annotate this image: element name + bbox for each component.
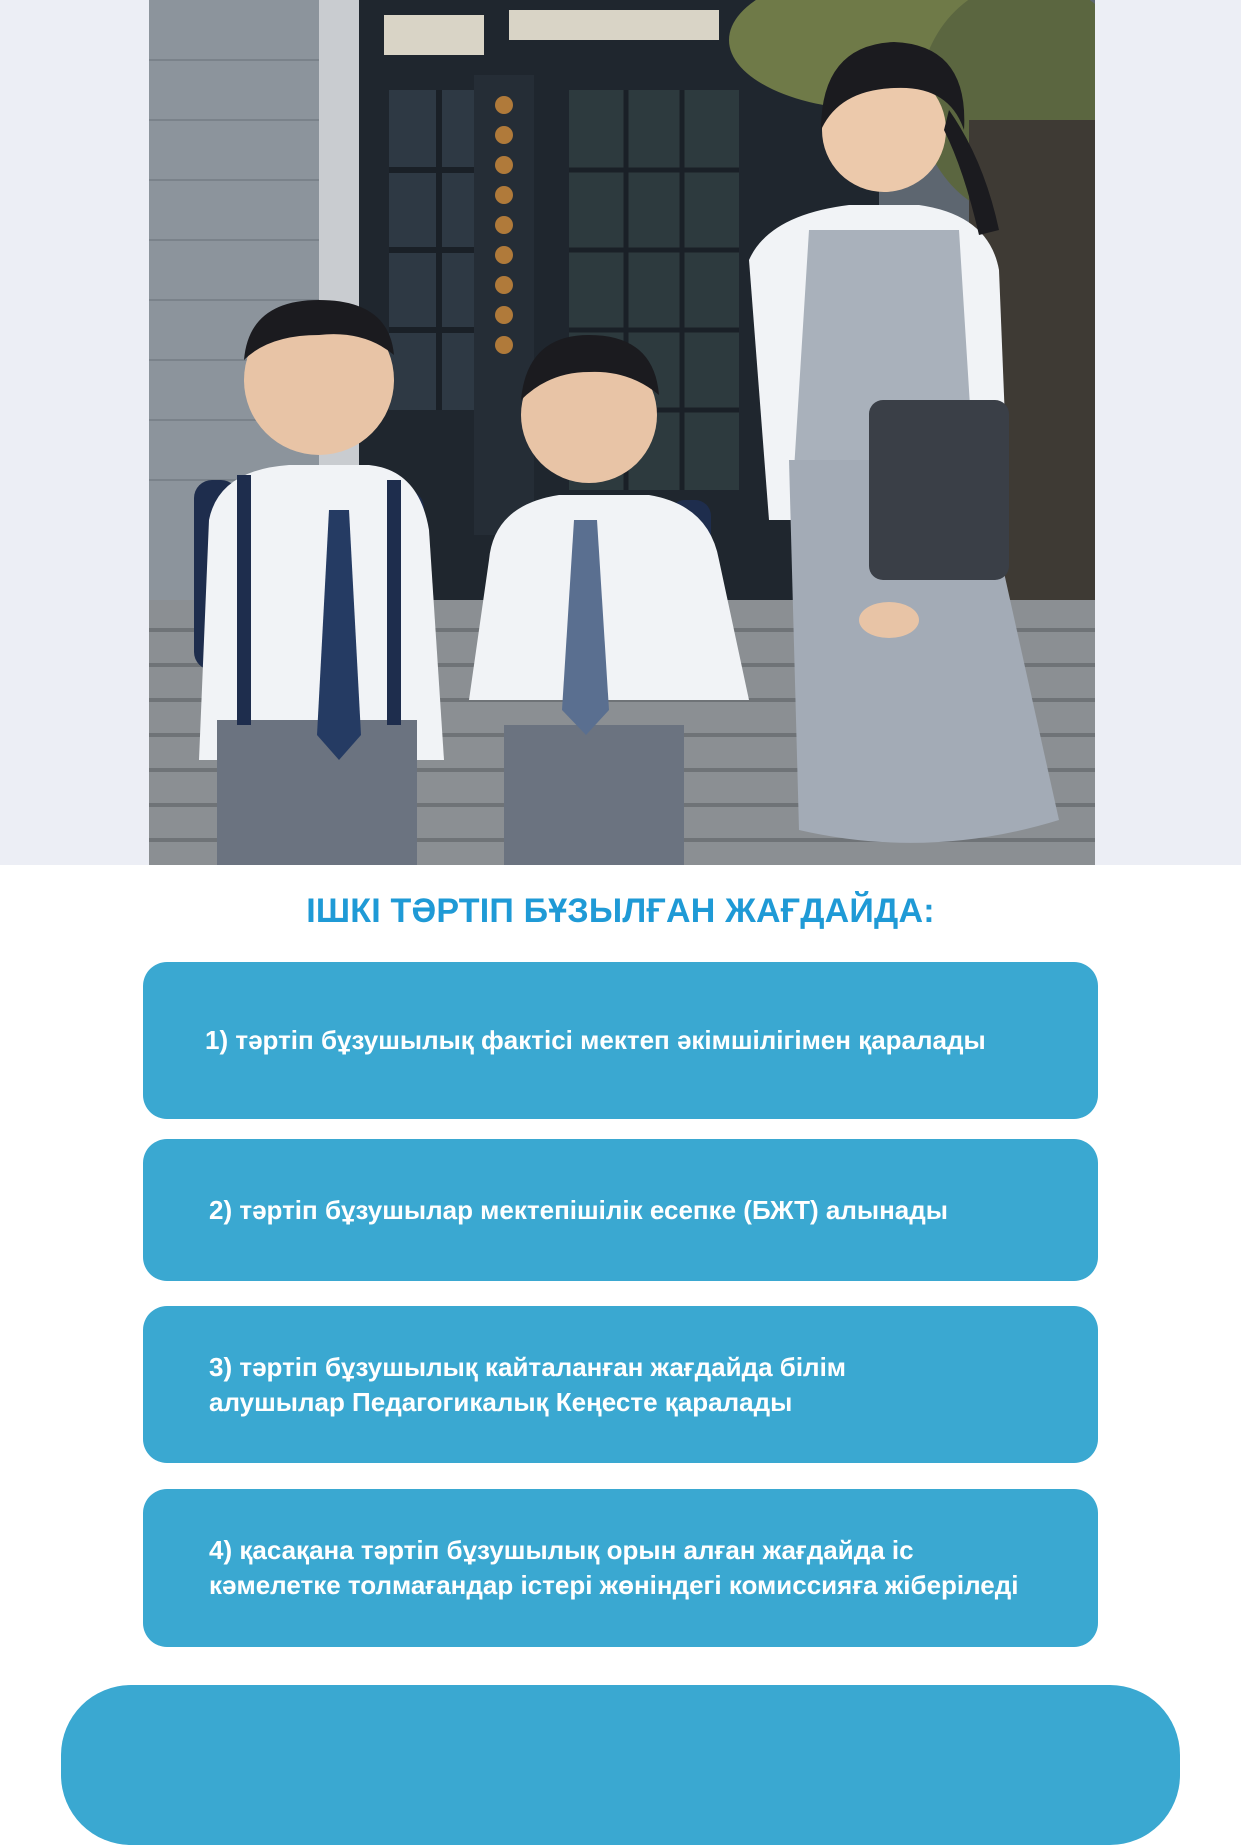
rule-text: 4) қасақана тәртіп бұзушылық орын алған жағдайда іс кәмелетке толмағандар істері жөніндегі комиссияға жіберіледі (209, 1535, 1019, 1600)
rule-card-1 (143, 962, 1098, 1119)
rule-card-2 (143, 1139, 1098, 1281)
rule-text: 2) тәртіп бұзушылар мектепішілік есепке (БЖТ) алынады (209, 1194, 948, 1225)
rule-card-3 (143, 1306, 1098, 1463)
school-uniform-photo (149, 0, 1095, 865)
rule-card-4 (143, 1489, 1098, 1647)
rule-text: 1) тәртіп бұзушылық фактісі мектеп әкімшілігімен қаралады (205, 1025, 986, 1055)
section-heading: ІШКІ ТӘРТІП БҰЗЫЛҒАН ЖАҒДАЙДА: (306, 892, 935, 930)
rule-text: 3) тәртіп бұзушылық кайталанған жағдайда білім алушылар Педагогикалық Кеңесте қаралады (209, 1351, 847, 1417)
photo-illustration (149, 0, 1095, 865)
bottom-banner (61, 1685, 1180, 1845)
